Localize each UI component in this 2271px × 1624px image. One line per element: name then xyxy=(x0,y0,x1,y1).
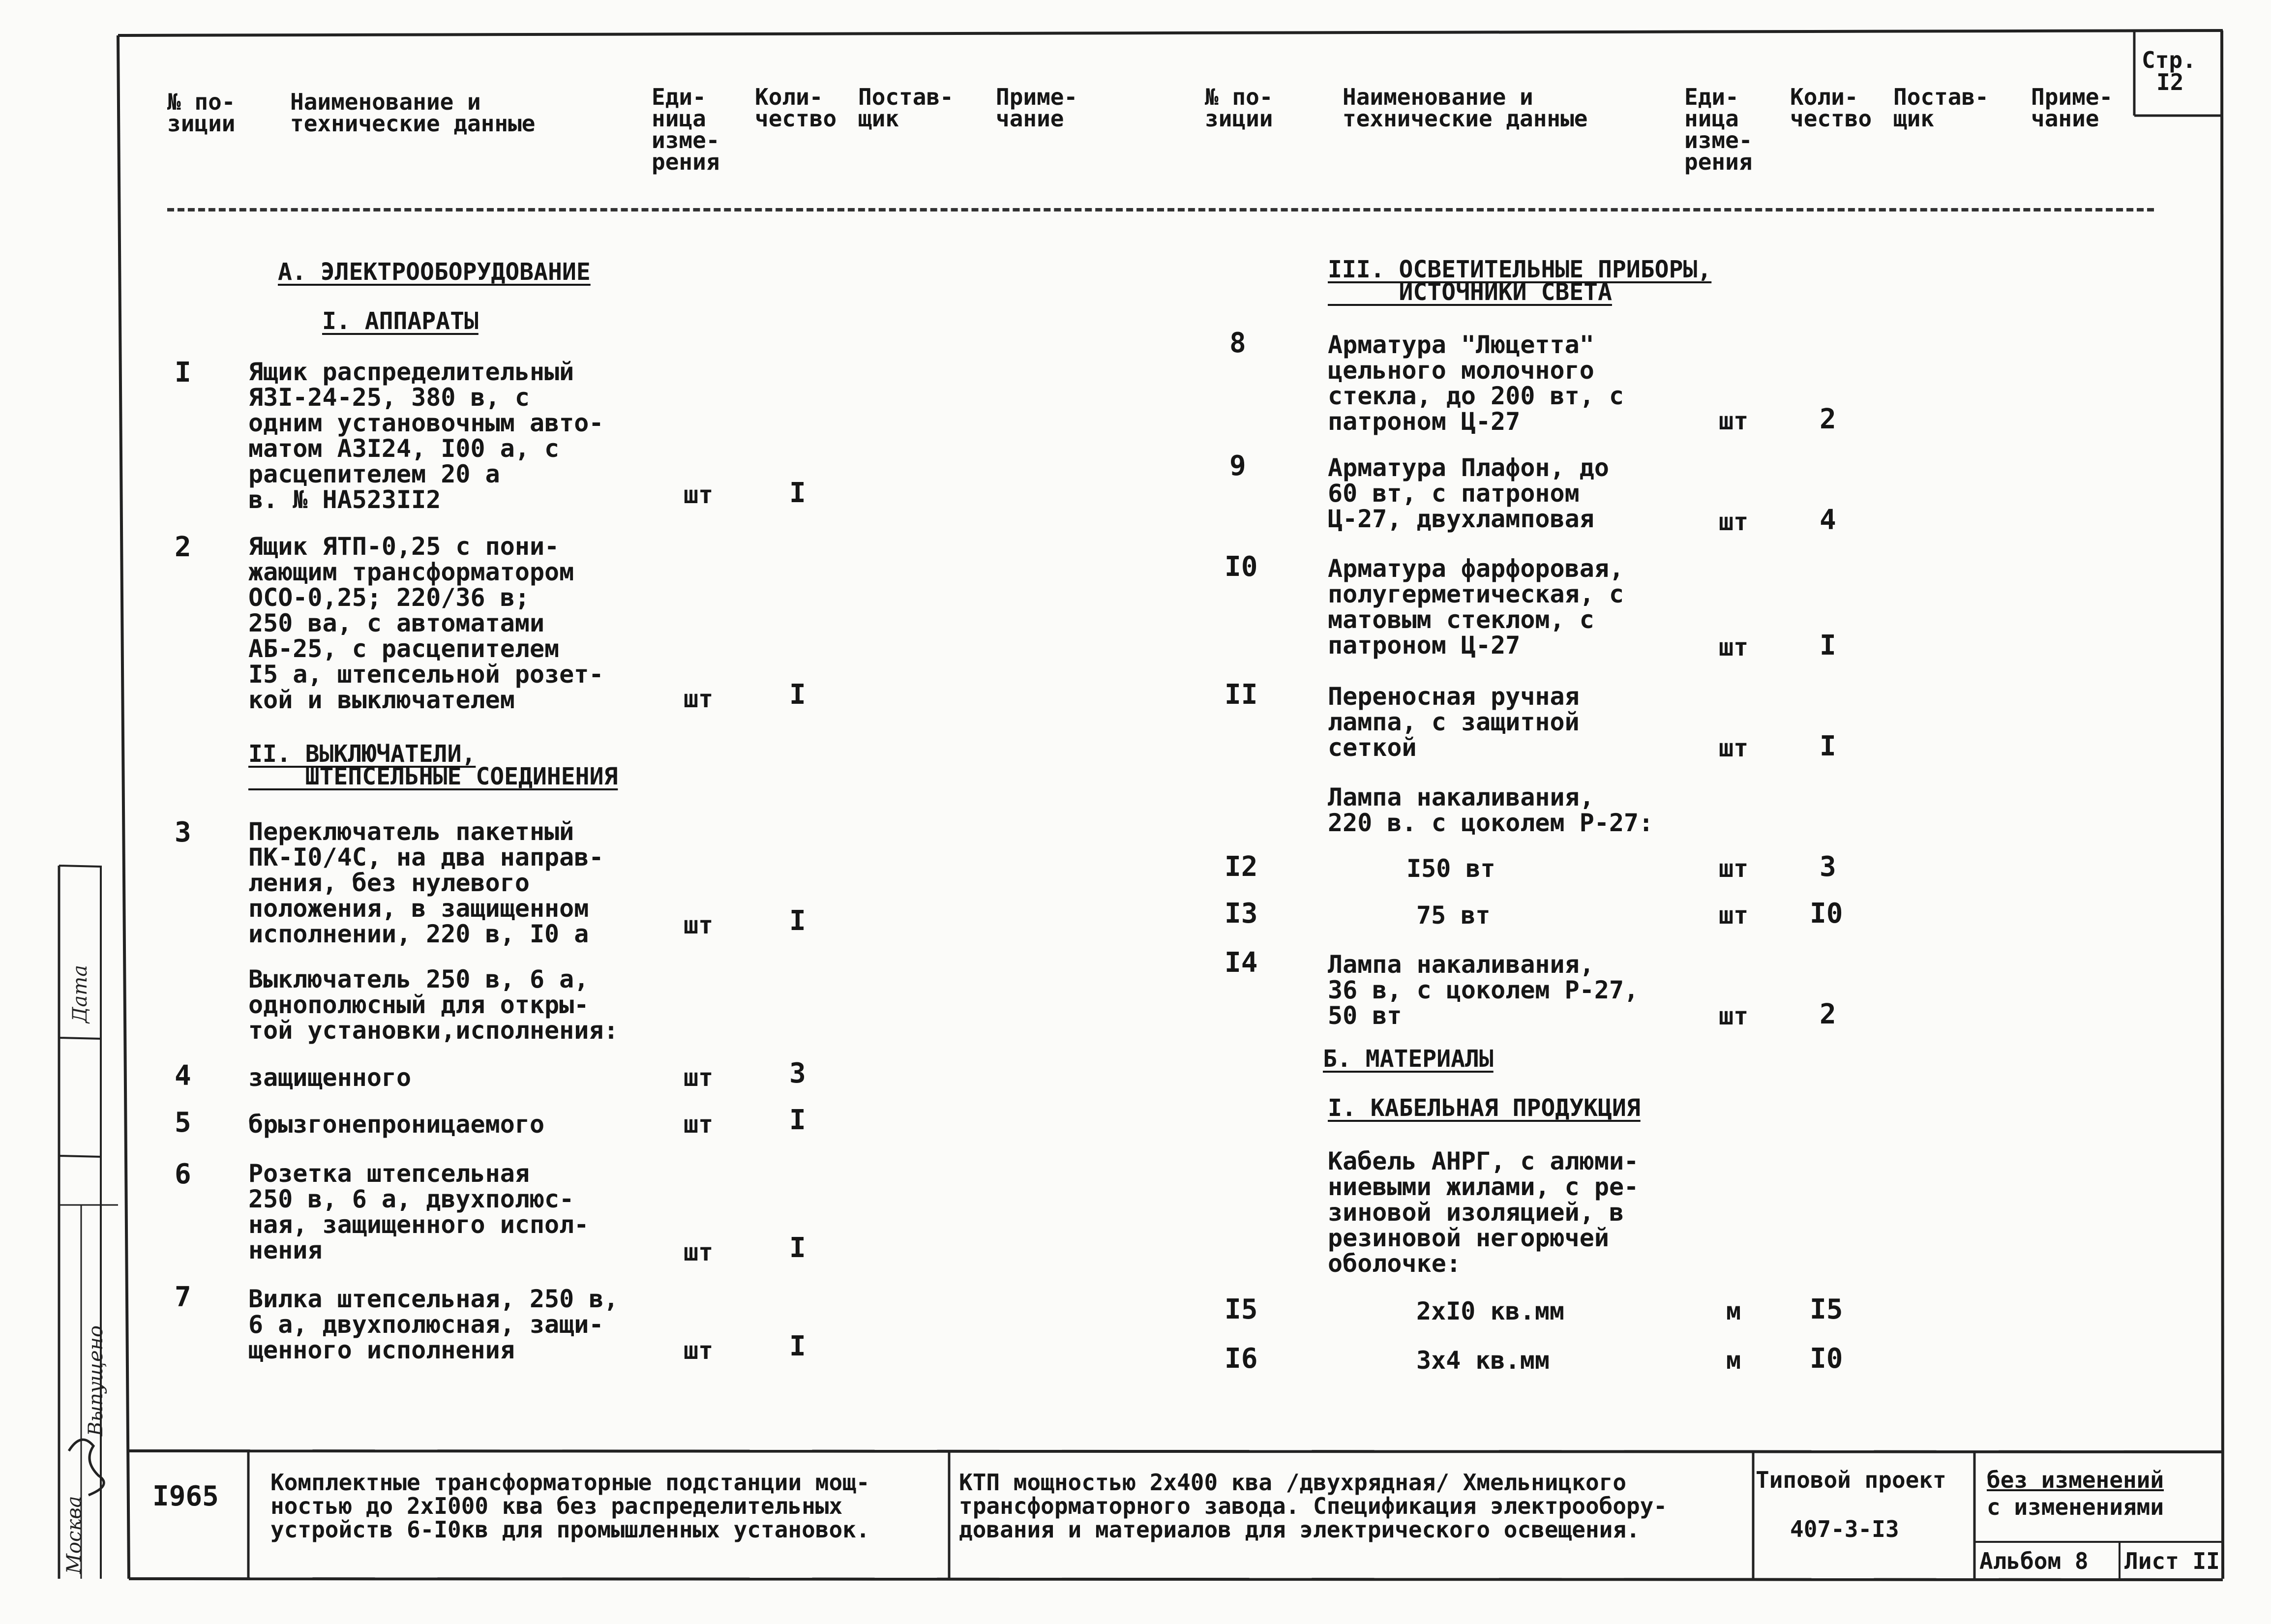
title-block-year: I965 xyxy=(152,1480,219,1512)
item-pos: I xyxy=(175,357,191,389)
col-pos-left: № по- зиции xyxy=(167,89,236,137)
stamp-city: Москва xyxy=(63,1496,86,1574)
item-pos: 2 xyxy=(175,531,191,563)
signature-mark xyxy=(69,1440,104,1495)
item-qty: I xyxy=(789,1330,806,1362)
item-pos: 5 xyxy=(175,1107,191,1139)
item-qty: 2 xyxy=(1820,998,1836,1030)
stamp-date-label: Дата xyxy=(69,964,91,1023)
item-pos: 7 xyxy=(175,1281,191,1313)
item-pos: 3 xyxy=(175,816,191,848)
item-unit: шт xyxy=(1719,854,1749,883)
item-pos: I2 xyxy=(1225,851,1258,883)
item-qty: I0 xyxy=(1810,898,1843,930)
change-status-none: без изменений xyxy=(1987,1467,2164,1493)
item-unit: шт xyxy=(684,481,714,509)
item-unit: шт xyxy=(684,685,714,713)
project-label: Типовой проект xyxy=(1756,1467,1946,1493)
item-pos: II xyxy=(1225,679,1258,711)
item-qty: 3 xyxy=(789,1057,806,1089)
item-name: I50 вт xyxy=(1406,854,1495,883)
item-pos: I3 xyxy=(1225,898,1258,930)
item-name: 75 вт xyxy=(1416,901,1491,930)
item-pos: I5 xyxy=(1225,1293,1258,1325)
col-unit-right: Еди- ница изме- рения xyxy=(1684,84,1753,175)
col-name-right: Наименование и технические данные xyxy=(1343,84,1588,132)
item-unit: шт xyxy=(1719,1002,1749,1030)
item-name: Лампа накаливания, 220 в. с цоколем Р-27: xyxy=(1328,783,1654,837)
col-supplier-left: Постав- щик xyxy=(858,84,954,132)
col-unit-left: Еди- ница изме- рения xyxy=(652,84,720,175)
item-qty: 2 xyxy=(1820,403,1836,435)
item-name: Кабель АНРГ, с алюми- ниевыми жилами, с ре- зиновой изоляцией, в резиновой негорючей оболочке: xyxy=(1328,1147,1639,1278)
item-qty: I xyxy=(1820,730,1836,762)
item-pos: 8 xyxy=(1229,327,1246,359)
item-unit: шт xyxy=(1719,734,1749,762)
item-name: Арматура "Люцетта" цельного молочного стекла, до 200 вт, с патроном Ц-27 xyxy=(1328,331,1624,436)
item-name: Вилка штепсельная, 250 в, 6 а, двухполюсная, защи- щенного исполнения xyxy=(248,1285,619,1364)
item-name: защищенного xyxy=(248,1063,412,1092)
item-name: Ящик распределительный ЯЗI-24-25, 380 в, с одним установочным авто- матом А3I24, I00 а, с расцепителем 20 а в. № НА523II2 xyxy=(248,358,604,514)
item-pos: I0 xyxy=(1225,551,1258,583)
col-qty-left: Коли- чество xyxy=(755,84,837,132)
item-name: Арматура Плафон, до 60 вт, с патроном Ц-27, двухламповая xyxy=(1328,453,1609,533)
item-name: 3х4 кв.мм xyxy=(1416,1346,1550,1375)
item-pos: I6 xyxy=(1225,1343,1258,1375)
item-name: Ящик ЯТП-0,25 с пони- жающим трансформатором ОСО-0,25; 220/36 в; 250 ва, с автоматами АБ-25, с расцепителем I5 а, штепсельной розет- кой и выключателем xyxy=(248,532,604,714)
item-unit: шт xyxy=(684,1238,714,1266)
header-rule xyxy=(167,208,2154,211)
item-qty: I xyxy=(1820,630,1836,662)
item-name: Лампа накаливания, 36 в, с цоколем Р-27, 50 вт xyxy=(1328,950,1639,1030)
item-qty: 4 xyxy=(1820,504,1836,536)
col-name-left: Наименование и технические данные xyxy=(290,89,536,137)
item-unit: шт xyxy=(1719,901,1749,930)
col-note-left: Приме- чание xyxy=(996,84,1078,132)
item-qty: 3 xyxy=(1820,851,1836,883)
page-number: I2 xyxy=(2156,69,2184,95)
subsection-2-heading: II. ВЫКЛЮЧАТЕЛИ, ШТЕПСЕЛЬНЫЕ СОЕДИНЕНИЯ xyxy=(248,740,618,790)
item-name: Арматура фарфоровая, полугерметическая, с матовым стеклом, с патроном Ц-27 xyxy=(1328,554,1624,660)
item-unit: шт xyxy=(684,911,714,939)
section-a-heading: А. ЭЛЕКТРООБОРУДОВАНИЕ xyxy=(278,258,591,286)
col-note-right: Приме- чание xyxy=(2031,84,2113,132)
item-unit: шт xyxy=(684,1336,714,1365)
item-pos: 4 xyxy=(175,1060,191,1092)
item-qty: I xyxy=(789,679,806,711)
item-qty: I xyxy=(789,1232,806,1264)
item-qty: I0 xyxy=(1810,1343,1843,1375)
project-number: 407-3-I3 xyxy=(1790,1516,1899,1542)
item-name: 2хI0 кв.мм xyxy=(1416,1297,1565,1325)
item-unit: шт xyxy=(684,1110,714,1139)
item-unit: м xyxy=(1726,1297,1741,1325)
item-qty: I xyxy=(789,1104,806,1136)
item-name: Переносная ручная лампа, с защитной сеткой xyxy=(1328,682,1580,762)
title-block-description: КТП мощностью 2х400 ква /двухрядная/ Хмельницкого трансформаторного завода. Спецификация электрообору- дования и материалов для электрического освещения. xyxy=(959,1469,1668,1543)
item-unit: шт xyxy=(1719,508,1749,536)
item-name: Переключатель пакетный ПК-I0/4С, на два направ- ления, без нулевого положения, в защищенном исполнении, 220 в, I0 а xyxy=(248,817,604,948)
item-pos: 9 xyxy=(1229,450,1246,482)
item-name: Выключатель 250 в, 6 а, однополюсный для откры- той установки,исполнения: xyxy=(248,965,619,1045)
sheet-number: Лист II xyxy=(2124,1548,2220,1574)
col-qty-right: Коли- чество xyxy=(1790,84,1872,132)
item-name: брызгонепроницаемого xyxy=(248,1110,545,1139)
change-status-modified: с изменениями xyxy=(1987,1494,2164,1520)
item-pos: I4 xyxy=(1225,947,1258,979)
item-unit: шт xyxy=(1719,633,1749,662)
album-number: Альбом 8 xyxy=(1979,1548,2089,1574)
item-qty: I xyxy=(789,905,806,937)
section-b-heading: Б. МАТЕРИАЛЫ xyxy=(1323,1045,1494,1073)
subsection-3-heading: III. ОСВЕТИТЕЛЬНЫЕ ПРИБОРЫ, ИСТОЧНИКИ СВЕТА xyxy=(1328,256,1712,306)
item-unit: м xyxy=(1726,1346,1741,1375)
page-number-label: Стр. xyxy=(2142,47,2196,73)
title-block-series: Комплектные трансформаторные подстанции мощ- ностью до 2хI000 ква без распределительных устройств 6-I0кв для промышленных установок. xyxy=(270,1469,870,1543)
item-unit: шт xyxy=(1719,407,1749,435)
item-qty: I5 xyxy=(1810,1293,1843,1325)
item-unit: шт xyxy=(684,1063,714,1092)
subsection-b1-heading: I. КАБЕЛЬНАЯ ПРОДУКЦИЯ xyxy=(1328,1094,1641,1122)
item-name: Розетка штепсельная 250 в, 6 а, двухполюс- ная, защищенного испол- нения xyxy=(248,1159,589,1264)
col-pos-right: № по- зиции xyxy=(1205,84,1273,132)
item-pos: 6 xyxy=(175,1158,191,1190)
stamp-issued: Выпущено xyxy=(85,1325,107,1436)
subsection-1-heading: I. АППАРАТЫ xyxy=(322,307,478,335)
col-supplier-right: Постав- щик xyxy=(1893,84,1989,132)
item-qty: I xyxy=(789,477,806,509)
